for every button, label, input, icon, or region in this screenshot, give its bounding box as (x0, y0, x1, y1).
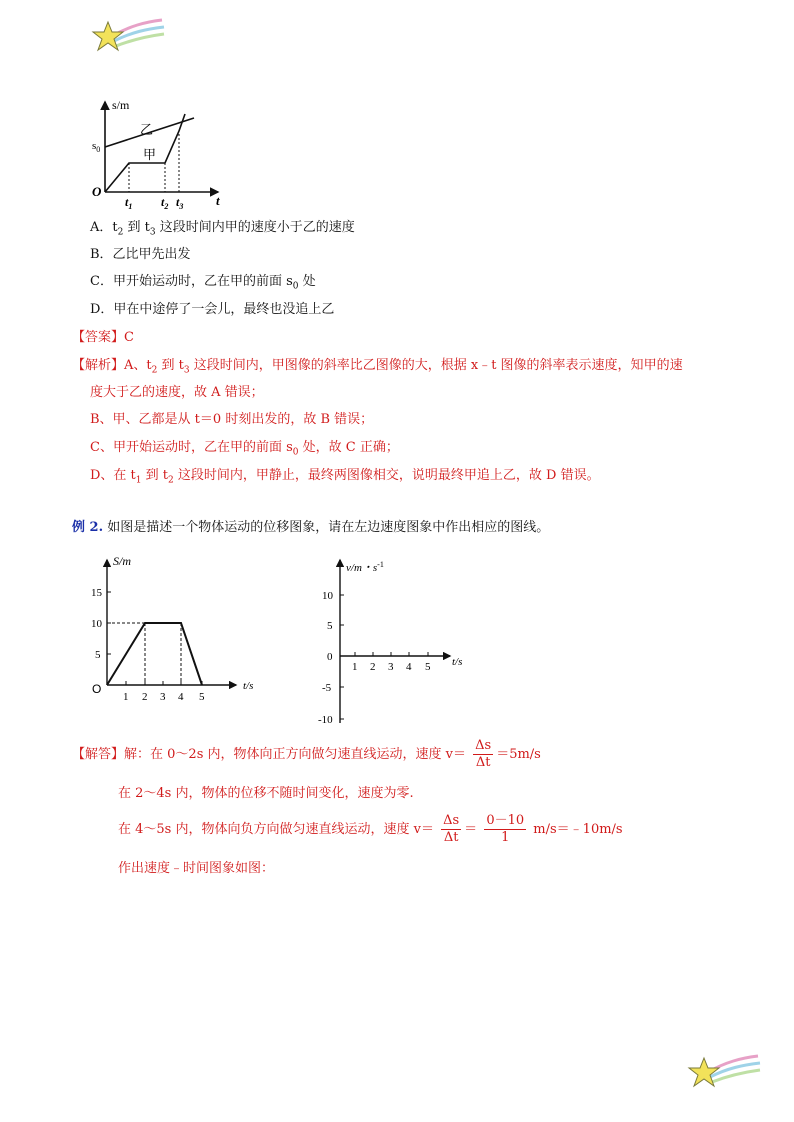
t-tick-label-2: 2 (370, 661, 376, 673)
v-axis-label: v/m・$s^{-1}$ (346, 560, 384, 574)
answer (72, 329, 134, 347)
t3-label: $t_3$ (176, 195, 184, 211)
displacement-line (107, 623, 202, 685)
example-text: 如图是描述一个物体运动的位移图象，请在左边速度图象中作出相应的图线。 (107, 520, 550, 535)
t-tick-label-1: 1 (352, 661, 358, 673)
s0-label: $s_0$ (92, 140, 101, 154)
x-tick-label-5: 5 (199, 691, 205, 703)
analysis-line-2: 度大于乙的速度，故 A 错误； (90, 385, 264, 400)
t-tick-label-4: 4 (406, 661, 412, 673)
x-tick-label-2: 2 (142, 691, 148, 703)
x-tick-label-1: 1 (123, 691, 129, 703)
example-2 (72, 519, 549, 537)
t1-label: $t_1$ (125, 195, 133, 211)
fraction-values: $\frac{0-10}{1}$ (486, 813, 525, 845)
analysis-line-3: B、甲、乙都是从 t＝0 时刻出发的，故 B 错误； (90, 412, 374, 427)
solution-line-1: 【解答】解：在 0～2s 内，物体向正方向做匀速直线运动，速度 v＝ $\frac{\Delta s}{\Delta t}$ ＝5m/s (72, 738, 541, 770)
v-tick-label-5: 5 (327, 620, 333, 632)
t2-label: $t_2$ (161, 195, 169, 211)
origin-label: O (92, 682, 102, 696)
s-axis-label: s/m (112, 98, 130, 112)
t-tick-label-3: 3 (388, 661, 394, 673)
origin-label: O (92, 184, 102, 199)
option-a: A．$t_2$ 到 $t_3$ 这段时间内甲的速度小于乙的速度 (90, 220, 355, 238)
v-tick-label-10: 10 (322, 590, 333, 602)
decorative-star-bottom (686, 1050, 766, 1096)
answer-label: 【答案】 (72, 330, 125, 345)
x-tick-label-3: 3 (160, 691, 166, 703)
y-tick-label-15: 15 (91, 587, 102, 599)
v-tick-label-0: 0 (327, 651, 333, 663)
analysis-line-1: 【解析】A、$t_2$ 到 $t_3$ 这段时间内，甲图像的斜率比乙图像的大，根据 x﹣t 图像的斜率表示速度，知甲的速 (72, 358, 683, 376)
option-d: D．甲在中途停了一会儿，最终也没追上乙 (90, 302, 335, 317)
analysis-line-5: D、在 $t_1$ 到 $t_2$ 这段时间内，甲静止，最终两图像相交，说明最终甲追上乙，故 D 错误。 (90, 468, 600, 486)
y-tick-label-5: 5 (95, 649, 101, 661)
y-tick-label-10: 10 (91, 618, 102, 630)
st-graph-jia-yi (88, 96, 228, 216)
t-axis-label: t/s (452, 656, 463, 668)
decorative-star-top (90, 14, 170, 60)
solution-line-4: 作出速度﹣时间图象如图： (118, 861, 275, 876)
answer-value: C (124, 330, 134, 345)
analysis-line-4: C、甲开始运动时，乙在甲的前面 $s_0$ 处，故 C 正确； (90, 440, 399, 458)
yi-label: 乙 (140, 123, 154, 138)
v-tick-label-m10: -10 (318, 714, 333, 726)
option-c: C．甲开始运动时，乙在甲的前面 $s_0$ 处 (90, 274, 316, 292)
velocity-graph (310, 555, 480, 730)
jia-label: 甲 (143, 148, 157, 163)
solution-line-3: 在 4～5s 内，物体向负方向做匀速直线运动，速度 v＝ $\frac{\Delta s}{\Delta t}$ ＝ $\frac{0-10}{1}$ m/s＝﹣10m/s (118, 813, 623, 845)
option-b: B．乙比甲先出发 (90, 247, 191, 262)
t-axis-label: t (216, 193, 220, 208)
x-tick-label-4: 4 (178, 691, 184, 703)
solution-line-2: 在 2～4s 内，物体的位移不随时间变化，速度为零. (118, 786, 414, 801)
fraction-ds-dt: $\frac{\Delta s}{\Delta t}$ (475, 738, 492, 770)
x-axis-label: t/s (243, 680, 254, 692)
example-label: 例 2. (72, 520, 104, 535)
fraction-ds-dt-2: $\frac{\Delta s}{\Delta t}$ (443, 813, 460, 845)
t-tick-label-5: 5 (425, 661, 431, 673)
y-axis-label: S/m (113, 554, 131, 568)
displacement-graph (86, 545, 266, 705)
v-tick-label-m5: -5 (322, 682, 332, 694)
